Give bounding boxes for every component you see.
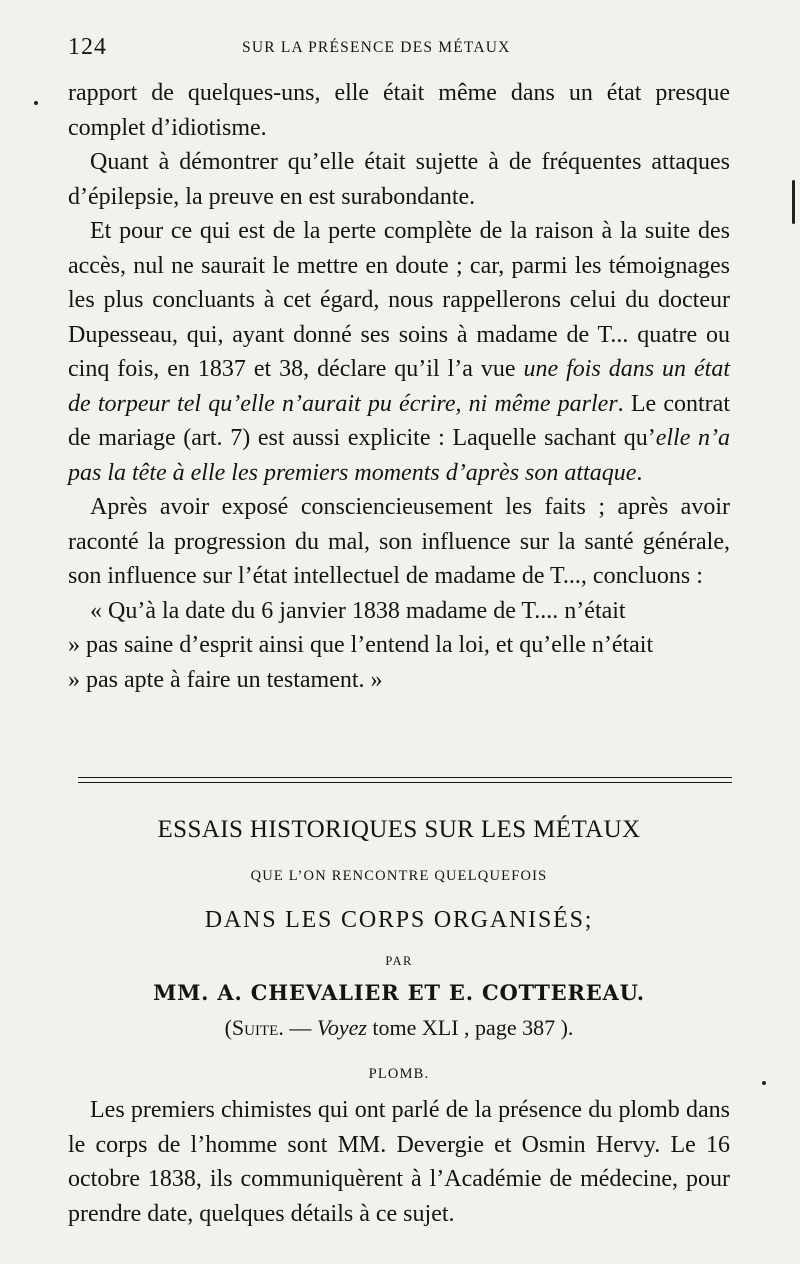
- separator-rule-bottom: [78, 782, 732, 783]
- continuation-dash: . —: [278, 1015, 317, 1040]
- section-plomb-body: [68, 1093, 730, 1231]
- continuation-note: [68, 1015, 730, 1041]
- paragraph-epilepsie: Quant à démontrer qu’elle était sujette à de fréquentes attaques d’épilepsie, la preuve en est surabondante.: [68, 149, 730, 210]
- authors: MM. A. CHEVALIER ET E. COTTEREAU.: [153, 980, 645, 1005]
- quote-line-1: « Qu’à la date du 6 janvier 1838 madame de T.... n’était: [90, 597, 626, 624]
- paragraph-raison: [68, 214, 730, 490]
- italic-quote-torpeur: une fois dans un état de torpeur tel qu’elle n’aurait pu écrire, ni même parler: [68, 356, 731, 417]
- ink-speck-left: [34, 101, 38, 105]
- paragraph-conclusion: Après avoir exposé consciencieusement les faits ; après avoir raconté la progression du mal, son influence sur la santé générale, son influence sur l’état intellectuel de madame de T..., concluons :: [68, 494, 730, 589]
- paragraph-raison-end: .: [636, 459, 643, 486]
- ink-mark-edge: [792, 180, 795, 224]
- paragraph-raison-lead: Et pour ce qui est de la perte complète de la raison à la suite des accès, nul ne saurait le mettre en doute ; car, parmi les témoignages les plus concluants à cet égard, nous rappellerons celui du docteur Dupesseau, qui, ayant donné ses soins à madame de T... quatre ou cinq fois, en 1837 et 38, déclare qu’il l’a vue: [68, 218, 730, 382]
- article-title: ESSAIS HISTORIQUES SUR LES MÉTAUX: [157, 816, 641, 843]
- italic-quote-tete: elle n’a pas la tête à elle les premiers moments d’après son attaque: [68, 425, 730, 486]
- section-heading-plomb: PLOMB.: [368, 1066, 430, 1082]
- ink-speck-right: [762, 1081, 766, 1085]
- separator-rule-top: [78, 777, 732, 778]
- paragraph-plomb: Les premiers chimistes qui ont parlé de la présence du plomb dans le corps de l’homme sont MM. Devergie et Osmin Hervy. Le 16 octobre 1838, ils communiquèrent à l’Académie de médecine, pour prendre date, quelques détails à ce sujet.: [68, 1097, 730, 1227]
- continuation-voyez: Voyez: [316, 1015, 367, 1040]
- paragraph-idiotisme: rapport de quelques-uns, elle était même dans un état presque complet d’idiotisme.: [68, 80, 730, 141]
- article-continuation: [68, 76, 730, 697]
- quote-line-2: » pas saine d’esprit ainsi que l’entend la loi, et qu’elle n’était: [68, 632, 654, 658]
- article-subtitle: QUE L’ON RENCONTRE QUELQUEFOIS: [250, 868, 548, 884]
- quote-line-3: » pas apte à faire un testament. »: [68, 666, 383, 693]
- article-title-continued: DANS LES CORPS ORGANISÉS;: [204, 907, 594, 933]
- byline-par: PAR: [385, 954, 413, 968]
- continuation-rest: tome XLI , page 387 ).: [366, 1015, 574, 1040]
- paragraph-raison-middle: . Le contrat de mariage (art. 7) est aussi explicite : Laquelle sachant qu’: [68, 390, 730, 451]
- running-title: SUR LA PRÉSENCE DES MÉTAUX: [242, 39, 511, 56]
- page-number: 124: [68, 34, 107, 60]
- continuation-suite: Suite: [231, 1015, 279, 1040]
- page-header: [68, 34, 730, 64]
- continuation-open: (: [224, 1015, 232, 1040]
